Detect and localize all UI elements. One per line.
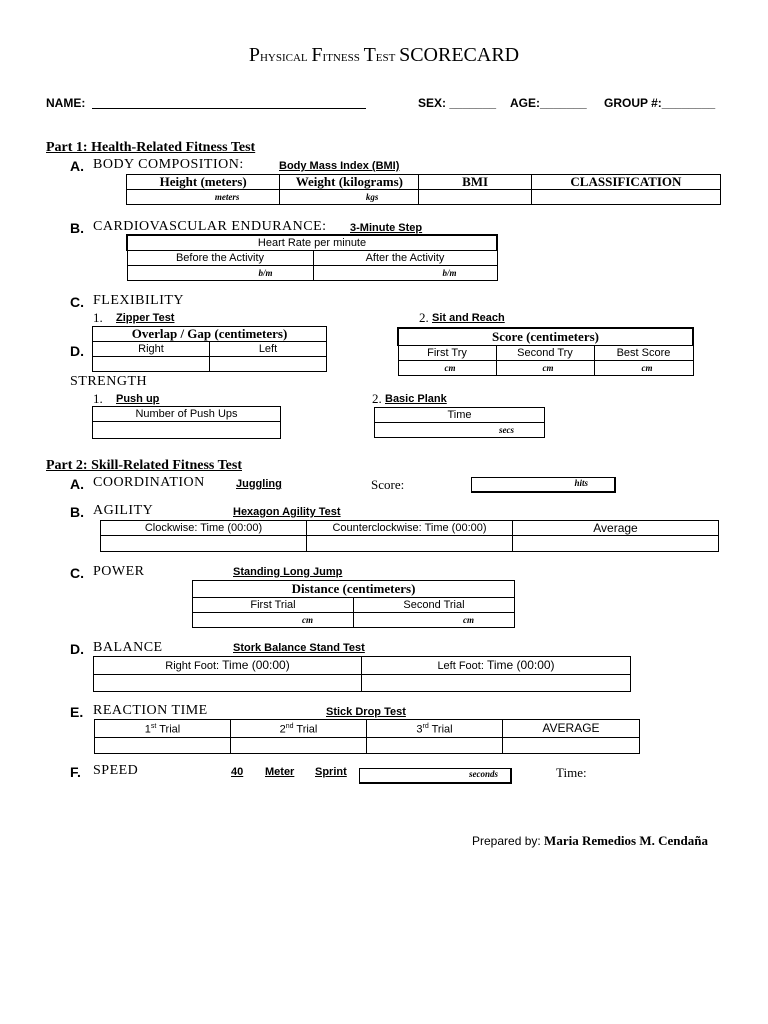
agility-average-input[interactable] (513, 536, 719, 552)
sprint-unit: seconds (469, 769, 498, 779)
part1-a-letter: A. (70, 158, 84, 174)
part1-title: Part 1: Health-Related Fitness Test (46, 140, 256, 155)
bmi-col-classification: CLASSIFICATION (531, 175, 720, 190)
sit-reach-col-first: First Try (398, 346, 496, 361)
hr-after-input[interactable]: b/m (313, 266, 497, 281)
reaction-trial3-input[interactable] (367, 737, 503, 753)
pushup-num: 1. (93, 391, 103, 406)
agility-counterclockwise-input[interactable] (307, 536, 513, 552)
juggling-test-name: Juggling (236, 478, 282, 490)
pushup-test-name: Push up (116, 393, 160, 405)
balance-col-right: Right Foot: Time (00:00) (94, 657, 362, 675)
sprint-test-word-1: 40 (231, 766, 244, 778)
sprint-test-word-2: Meter (265, 766, 295, 778)
sit-reach-test-name: Sit and Reach (432, 312, 505, 324)
zipper-right-input[interactable] (93, 357, 210, 372)
bmi-col-weight: Weight (kilograms) (280, 175, 419, 190)
reaction-col-trial2: 2nd Trial (231, 720, 367, 738)
hr-col-before: Before the Activity (127, 251, 313, 266)
part2-b-letter: B. (70, 504, 84, 520)
power-second-input[interactable]: cm (354, 613, 515, 628)
pushup-table (92, 406, 281, 439)
bmi-col-height: Height (meters) (127, 175, 280, 190)
agility-col-counterclockwise: Counterclockwise: Time (00:00) (307, 521, 513, 536)
heart-rate-title: Heart Rate per minute (127, 235, 497, 251)
agility-table (100, 520, 719, 552)
pushup-input[interactable] (93, 422, 281, 439)
zipper-col-left: Left (210, 342, 327, 357)
long-jump-test-name: Standing Long Jump (233, 566, 343, 578)
balance-left-input[interactable] (362, 675, 631, 692)
strength-heading: STRENGTH (70, 374, 148, 389)
part2-c-letter: C. (70, 565, 84, 581)
preparer-name: Maria Remedios M. Cendaña (544, 833, 708, 848)
juggling-unit: hits (574, 478, 588, 488)
page-title: Physical Fitness Test SCORECARD (248, 44, 520, 66)
age-label: AGE:_______ (510, 96, 587, 110)
sit-reach-table-title: Score (centimeters) (398, 328, 693, 346)
agility-col-clockwise: Clockwise: Time (00:00) (101, 521, 307, 536)
part1-c-letter: C. (70, 294, 84, 310)
power-table-title: Distance (centimeters) (193, 581, 515, 598)
sit-reach-second-input[interactable]: cm (496, 361, 594, 376)
power-heading: POWER (93, 564, 145, 579)
part2-a-letter: A. (70, 476, 84, 492)
bmi-table (126, 174, 721, 205)
bmi-test-name: Body Mass Index (BMI) (279, 160, 400, 172)
power-first-input[interactable]: cm (193, 613, 354, 628)
part1-d-letter: D. (70, 343, 84, 359)
part2-d-letter: D. (70, 641, 84, 657)
classification-input-cell[interactable] (531, 190, 720, 205)
reaction-col-trial1: 1st Trial (95, 720, 231, 738)
group-label: GROUP #:________ (604, 96, 716, 110)
reaction-trial1-input[interactable] (95, 737, 231, 753)
reaction-heading: REACTION TIME (93, 703, 208, 718)
coordination-heading: COORDINATION (93, 475, 205, 490)
sprint-time-box[interactable] (359, 768, 512, 784)
zipper-table-title: Overlap / Gap (centimeters) (93, 327, 327, 342)
reaction-col-average: AVERAGE (503, 720, 640, 738)
sit-reach-col-second: Second Try (496, 346, 594, 361)
cardio-heading: CARDIOVASCULAR ENDURANCE: (93, 219, 327, 234)
reaction-trial2-input[interactable] (231, 737, 367, 753)
weight-input-cell[interactable]: kgs (280, 190, 419, 205)
step-test-name: 3-Minute Step (350, 222, 423, 234)
power-table (192, 580, 515, 628)
sex-label: SEX: _______ (418, 96, 497, 110)
agility-clockwise-input[interactable] (101, 536, 307, 552)
sit-reach-best-input[interactable]: cm (594, 361, 693, 376)
part2-title: Part 2: Skill-Related Fitness Test (46, 458, 242, 473)
plank-input[interactable]: secs (375, 423, 545, 438)
stick-drop-test-name: Stick Drop Test (326, 706, 406, 718)
agility-col-average: Average (513, 521, 719, 536)
pushup-col: Number of Push Ups (93, 407, 281, 422)
zipper-table (92, 326, 327, 372)
bmi-input-cell[interactable] (419, 190, 531, 205)
plank-num: 2. (372, 391, 382, 406)
prepared-by: Prepared by: Maria Remedios M. Cendaña (472, 833, 708, 848)
hr-before-input[interactable]: b/m (127, 266, 313, 281)
power-col-first: First Trial (193, 598, 354, 613)
stork-test-name: Stork Balance Stand Test (233, 642, 365, 654)
sprint-test-word-3: Sprint (315, 766, 347, 778)
juggling-score-box[interactable] (471, 477, 616, 493)
hexagon-test-name: Hexagon Agility Test (233, 506, 341, 518)
flexibility-heading: FLEXIBILITY (93, 293, 185, 308)
speed-time-label: Time: (556, 765, 587, 780)
reaction-average-input[interactable] (503, 737, 640, 753)
reaction-col-trial3: 3rd Trial (367, 720, 503, 738)
sit-reach-table (397, 327, 694, 376)
zipper-num: 1. (93, 310, 103, 325)
plank-col: Time (375, 408, 545, 423)
part1-b-letter: B. (70, 220, 84, 236)
sit-reach-first-input[interactable]: cm (398, 361, 496, 376)
sit-reach-num: 2. (419, 310, 429, 325)
zipper-left-input[interactable] (210, 357, 327, 372)
balance-col-left: Left Foot: Time (00:00) (362, 657, 631, 675)
balance-heading: BALANCE (93, 640, 163, 655)
power-col-second: Second Trial (354, 598, 515, 613)
heart-rate-table (126, 234, 498, 281)
part2-e-letter: E. (70, 704, 84, 720)
plank-test-name: Basic Plank (385, 393, 447, 405)
bmi-col-bmi: BMI (419, 175, 531, 190)
sit-reach-col-best: Best Score (594, 346, 693, 361)
speed-heading: SPEED (93, 763, 139, 778)
balance-right-input[interactable] (94, 675, 362, 692)
hr-col-after: After the Activity (313, 251, 497, 266)
part2-f-letter: F. (70, 764, 81, 780)
height-input-cell[interactable]: meters (127, 190, 280, 205)
body-composition-heading: BODY COMPOSITION: (93, 157, 244, 172)
plank-table (374, 407, 545, 438)
zipper-col-right: Right (93, 342, 210, 357)
name-field-line[interactable] (92, 96, 366, 109)
agility-heading: AGILITY (93, 503, 154, 518)
balance-table (93, 656, 631, 692)
name-label: NAME: (46, 96, 86, 110)
coordination-score-label: Score: (371, 477, 405, 492)
reaction-table (94, 719, 640, 754)
zipper-test-name: Zipper Test (116, 312, 175, 324)
